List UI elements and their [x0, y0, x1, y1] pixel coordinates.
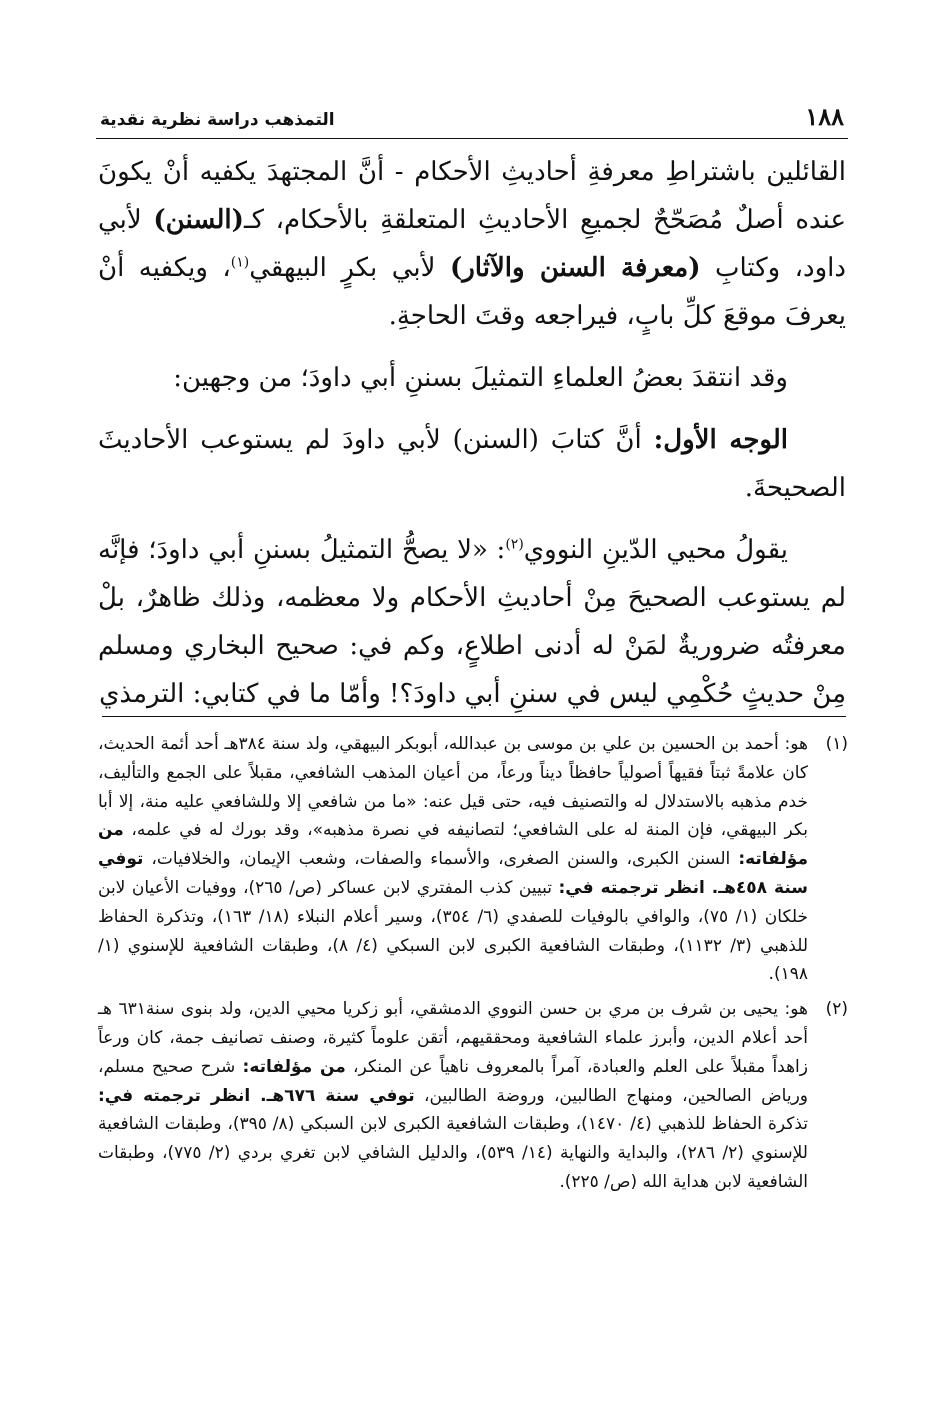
paragraph-4: يقولُ محيي الدّينِ النووي$^{(٢)}$: «لا يصحُّ التمثيلُ بسننِ أبي داودَ؛ فإنَّه لم يستوعب الصحيحَ مِنْ أحاديثِ الأحكام ولا معظمه، وذلك ظاهرٌ، بلْ معرفتُه ضروريةٌ لمَنْ له أدنى اطلاعٍ، وكم في: صحيح البخاري ومسلم مِنْ حديثٍ حُكْمِي ليس في سننِ أبي داودَ؟! وأمّا ما في كتابي: الترمذي — [98, 535, 846, 709]
footnote-text: هو: أحمد بن الحسين بن علي بن موسى بن عبدالله، أبوبكر البيهقي، ولد سنة ٣٨٤هـ أحد أئمة الحديث، كان علامةً ثبتاً فقيهاً أصولياً حافظاً ديناً ورعاً، من أعيان المذهب الشافعي، مقبلاً على الجمع والتأليف، خدم مذهبه بالاستدلال له والتصنيف فيه، حتى قيل عنه: «ما من شافعي إلا وللشافعي عليه منة، إلا أبا بكر البيهقي، فإن المنة له على الشافعي؛ لتصانيفه في نصرة مذهبه»، وقد بورك له في علمه، من مؤلفاته: السنن الكبرى، والسنن الصغرى، والأسماء والصفات، وشعب الإيمان، والخلافيات، توفي سنة ٤٥٨هـ. انظر ترجمته في: تبيين كذب المفتري لابن عساكر (ص/ ٢٦٥)، ووفيات الأعيان لابن خلكان (١/ ٧٥)، والوافي بالوفيات للصفدي (٦/ ٣٥٤)، وسير أعلام النبلاء (١٨/ ١٦٣)، وتذكرة الحفاظ للذهبي (٣/ ١١٣٢)، وطبقات الشافعية الكبرى لابن السبكي (٤/ ٨)، وطبقات الشافعية للإسنوي (١/ ١٩٨). — [98, 734, 809, 985]
book-title-sunan: (السنن) — [153, 205, 244, 235]
footnote-1 — [98, 730, 848, 989]
footnote-ref-1: (١) — [230, 254, 250, 271]
footnote-ref-2: (٢) — [505, 536, 524, 553]
footnote-number: (١) — [825, 734, 848, 754]
page-number: ١٨٨ — [805, 102, 844, 131]
footnote-2 — [98, 995, 848, 1197]
paragraph-2: وقد انتقدَ بعضُ العلماءِ التمثيلَ بسننِ أبي داودَ؛ من وجهين: — [173, 363, 788, 393]
footnotes — [98, 730, 848, 1203]
main-text — [98, 148, 846, 718]
first-aspect-label: الوجه الأول: — [653, 425, 788, 455]
footnote-number: (٢) — [825, 999, 848, 1020]
book-title-marifat: (معرفة السنن والآثار) — [449, 253, 701, 283]
footnote-text: هو: يحيى بن شرف بن مري بن حسن النووي الدمشقي، أبو زكريا محيي الدين، ولد بنوى سنة٦٣١ هـ أحد أعلام الدين، وأبرز علماء الشافعية ومحققيهم، أتقن علوماً كثيرة، وصنف تصانيف جمة، كان ورعاً زاهداً مقبلاً على العلم والعبادة، آمراً بالمعروف ناهياً عن المنكر، من مؤلفاته: شرح صحيح مسلم، ورياض الصالحين، ومنهاج الطالبين، وروضة الطالبين، توفي سنة ٦٧٦هـ. انظر ترجمته في: تذكرة الحفاظ للذهبي (٤/ ١٤٧٠)، وطبقات الشافعية الكبرى لابن السبكي (٨/ ٣٩٥)، وطبقات الشافعية للإسنوي (٢/ ٢٨٦)، والبداية والنهاية (١٤/ ٥٣٩)، والدليل الشافي لابن تغري بردي (٢/ ٧٧٥)، وطبقات الشافعية لابن هداية الله (ص/ ٢٢٥). — [98, 999, 808, 1192]
page-header — [96, 98, 848, 139]
paragraph-3: الوجه الأول: أنَّ كتابَ (السنن) لأبي داودَ لم يستوعب الأحاديثَ الصحيحةَ. — [98, 425, 846, 503]
footnote-separator — [102, 716, 846, 717]
paragraph-1: القائلين باشتراطِ معرفةِ أحاديثِ الأحكام - أنَّ المجتهدَ يكفيه أنْ يكونَ عنده أصلٌ مُصَحّحٌ لجميعِ الأحاديثِ المتعلقةِ بالأحكام، كـ(السنن) لأبي داود، وكتابِ (معرفة السنن والآثار) لأبي بكرٍ البيهقي$^{(١)}$، ويكفيه أنْ يعرفَ موقعَ كلِّ بابٍ، فيراجعه وقتَ الحاجةِ. — [98, 157, 846, 331]
running-title: التمذهب دراسة نظرية نقدية — [100, 110, 335, 130]
